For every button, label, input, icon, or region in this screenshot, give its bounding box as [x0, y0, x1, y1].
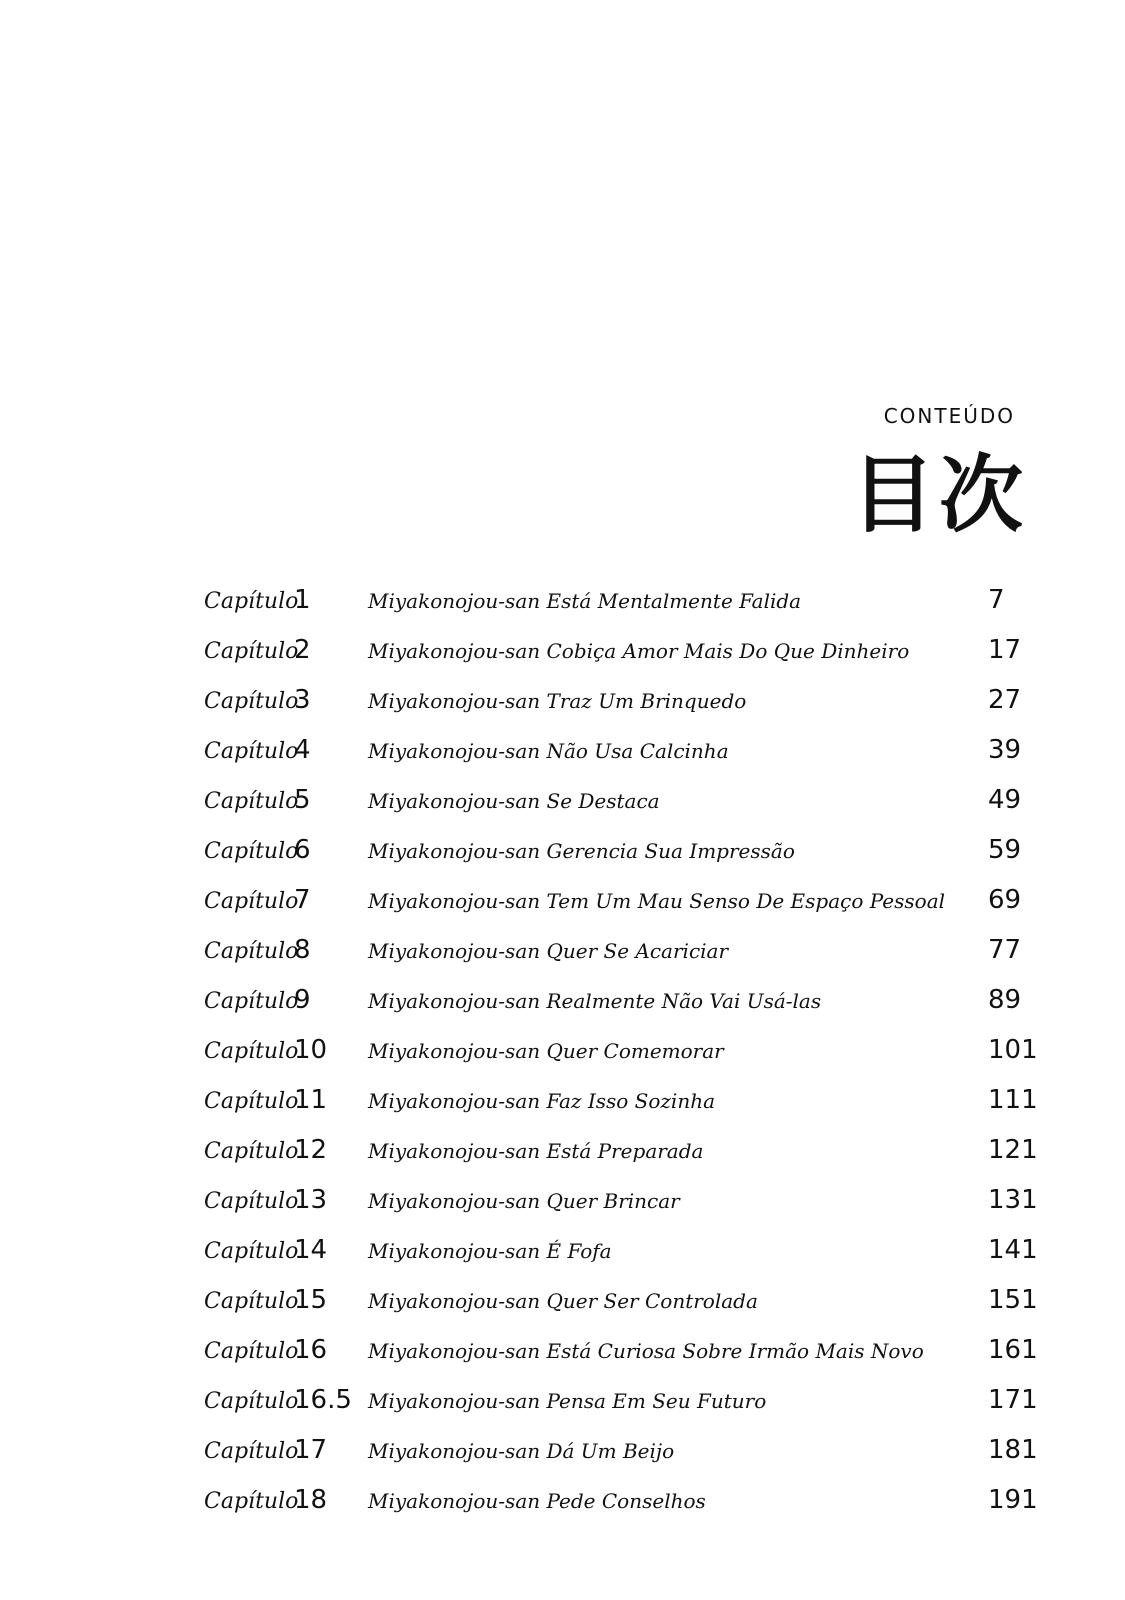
toc-row: [204, 1035, 1064, 1085]
chapter-page-number: 161: [988, 1335, 1038, 1365]
chapter-label: Capítulo: [204, 1039, 299, 1064]
chapter-title: Miyakonojou-san Quer Brincar: [368, 1189, 680, 1213]
chapter-title: Miyakonojou-san Quer Ser Controlada: [368, 1289, 758, 1313]
toc-row: [204, 885, 1064, 935]
chapter-title: Miyakonojou-san É Fofa: [368, 1239, 612, 1263]
chapter-page-number: 59: [988, 835, 1022, 865]
toc-row: [204, 685, 1064, 735]
chapter-label: Capítulo: [204, 889, 299, 914]
chapter-label: Capítulo: [204, 1389, 299, 1414]
chapter-label: Capítulo: [204, 589, 299, 614]
chapter-page-number: 131: [988, 1185, 1038, 1215]
chapter-number: 12: [294, 1135, 328, 1165]
chapter-number: 2: [294, 635, 311, 665]
chapter-page-number: 101: [988, 1035, 1038, 1065]
contents-subtitle: CONTEÚDO: [883, 404, 1015, 428]
toc-row: [204, 835, 1064, 885]
chapter-title: Miyakonojou-san Dá Um Beijo: [368, 1439, 675, 1463]
toc-row: [204, 585, 1064, 635]
toc-row: [204, 1385, 1064, 1435]
chapter-number: 10: [294, 1035, 328, 1065]
toc-row: [204, 785, 1064, 835]
chapter-label: Capítulo: [204, 1189, 299, 1214]
toc-row: [204, 1135, 1064, 1185]
chapter-page-number: 27: [988, 685, 1022, 715]
chapter-label: Capítulo: [204, 789, 299, 814]
chapter-number: 9: [294, 985, 311, 1015]
chapter-label: Capítulo: [204, 1239, 299, 1264]
chapter-title: Miyakonojou-san Pensa Em Seu Futuro: [368, 1389, 767, 1413]
chapter-number: 11: [294, 1085, 328, 1115]
contents-title: 目次: [850, 446, 1027, 544]
chapter-page-number: 7: [988, 585, 1005, 615]
chapter-title: Miyakonojou-san Não Usa Calcinha: [368, 739, 729, 763]
chapter-title: Miyakonojou-san Quer Se Acariciar: [368, 939, 729, 963]
chapter-page-number: 171: [988, 1385, 1038, 1415]
chapter-title: Miyakonojou-san Realmente Não Vai Usá-las: [368, 989, 822, 1013]
chapter-number: 5: [294, 785, 311, 815]
chapter-label: Capítulo: [204, 1089, 299, 1114]
toc-row: [204, 1235, 1064, 1285]
chapter-page-number: 89: [988, 985, 1022, 1015]
chapter-number: 6: [294, 835, 311, 865]
toc-row: [204, 635, 1064, 685]
chapter-label: Capítulo: [204, 839, 299, 864]
chapter-number: 3: [294, 685, 311, 715]
chapter-page-number: 17: [988, 635, 1022, 665]
chapter-number: 18: [294, 1485, 328, 1515]
toc-row: [204, 735, 1064, 785]
chapter-title: Miyakonojou-san Está Preparada: [368, 1139, 704, 1163]
toc-row: [204, 1335, 1064, 1385]
chapter-number: 16: [294, 1335, 328, 1365]
toc-row: [204, 1485, 1064, 1535]
toc-row: [204, 1285, 1064, 1335]
table-of-contents: [204, 585, 1064, 1535]
chapter-label: Capítulo: [204, 939, 299, 964]
chapter-label: Capítulo: [204, 1289, 299, 1314]
chapter-page-number: 111: [988, 1085, 1038, 1115]
chapter-number: 7: [294, 885, 311, 915]
chapter-page-number: 69: [988, 885, 1022, 915]
toc-row: [204, 1085, 1064, 1135]
chapter-number: 14: [294, 1235, 328, 1265]
chapter-label: Capítulo: [204, 1139, 299, 1164]
chapter-number: 13: [294, 1185, 328, 1215]
toc-row: [204, 985, 1064, 1035]
chapter-page-number: 49: [988, 785, 1022, 815]
toc-row: [204, 1435, 1064, 1485]
chapter-number: 15: [294, 1285, 328, 1315]
toc-row: [204, 1185, 1064, 1235]
chapter-label: Capítulo: [204, 689, 299, 714]
chapter-page-number: 121: [988, 1135, 1038, 1165]
chapter-page-number: 181: [988, 1435, 1038, 1465]
chapter-page-number: 77: [988, 935, 1022, 965]
chapter-page-number: 39: [988, 735, 1022, 765]
chapter-title: Miyakonojou-san Pede Conselhos: [368, 1489, 706, 1513]
chapter-title: Miyakonojou-san Está Mentalmente Falida: [368, 589, 802, 613]
chapter-title: Miyakonojou-san Cobiça Amor Mais Do Que Dinheiro: [368, 639, 910, 663]
chapter-label: Capítulo: [204, 989, 299, 1014]
chapter-title: Miyakonojou-san Quer Comemorar: [368, 1039, 724, 1063]
chapter-title: Miyakonojou-san Tem Um Mau Senso De Espaço Pessoal: [368, 889, 946, 913]
toc-row: [204, 935, 1064, 985]
chapter-title: Miyakonojou-san Está Curiosa Sobre Irmão Mais Novo: [368, 1339, 924, 1363]
chapter-number: 4: [294, 735, 311, 765]
chapter-title: Miyakonojou-san Se Destaca: [368, 789, 660, 813]
chapter-label: Capítulo: [204, 739, 299, 764]
chapter-number: 17: [294, 1435, 328, 1465]
chapter-number: 16.5: [294, 1385, 352, 1415]
chapter-page-number: 141: [988, 1235, 1038, 1265]
chapter-label: Capítulo: [204, 1339, 299, 1364]
chapter-page-number: 151: [988, 1285, 1038, 1315]
chapter-title: Miyakonojou-san Traz Um Brinquedo: [368, 689, 747, 713]
chapter-page-number: 191: [988, 1485, 1038, 1515]
chapter-number: 8: [294, 935, 311, 965]
chapter-number: 1: [294, 585, 311, 615]
chapter-title: Miyakonojou-san Gerencia Sua Impressão: [368, 839, 795, 863]
chapter-label: Capítulo: [204, 639, 299, 664]
chapter-title: Miyakonojou-san Faz Isso Sozinha: [368, 1089, 716, 1113]
chapter-label: Capítulo: [204, 1489, 299, 1514]
chapter-label: Capítulo: [204, 1439, 299, 1464]
